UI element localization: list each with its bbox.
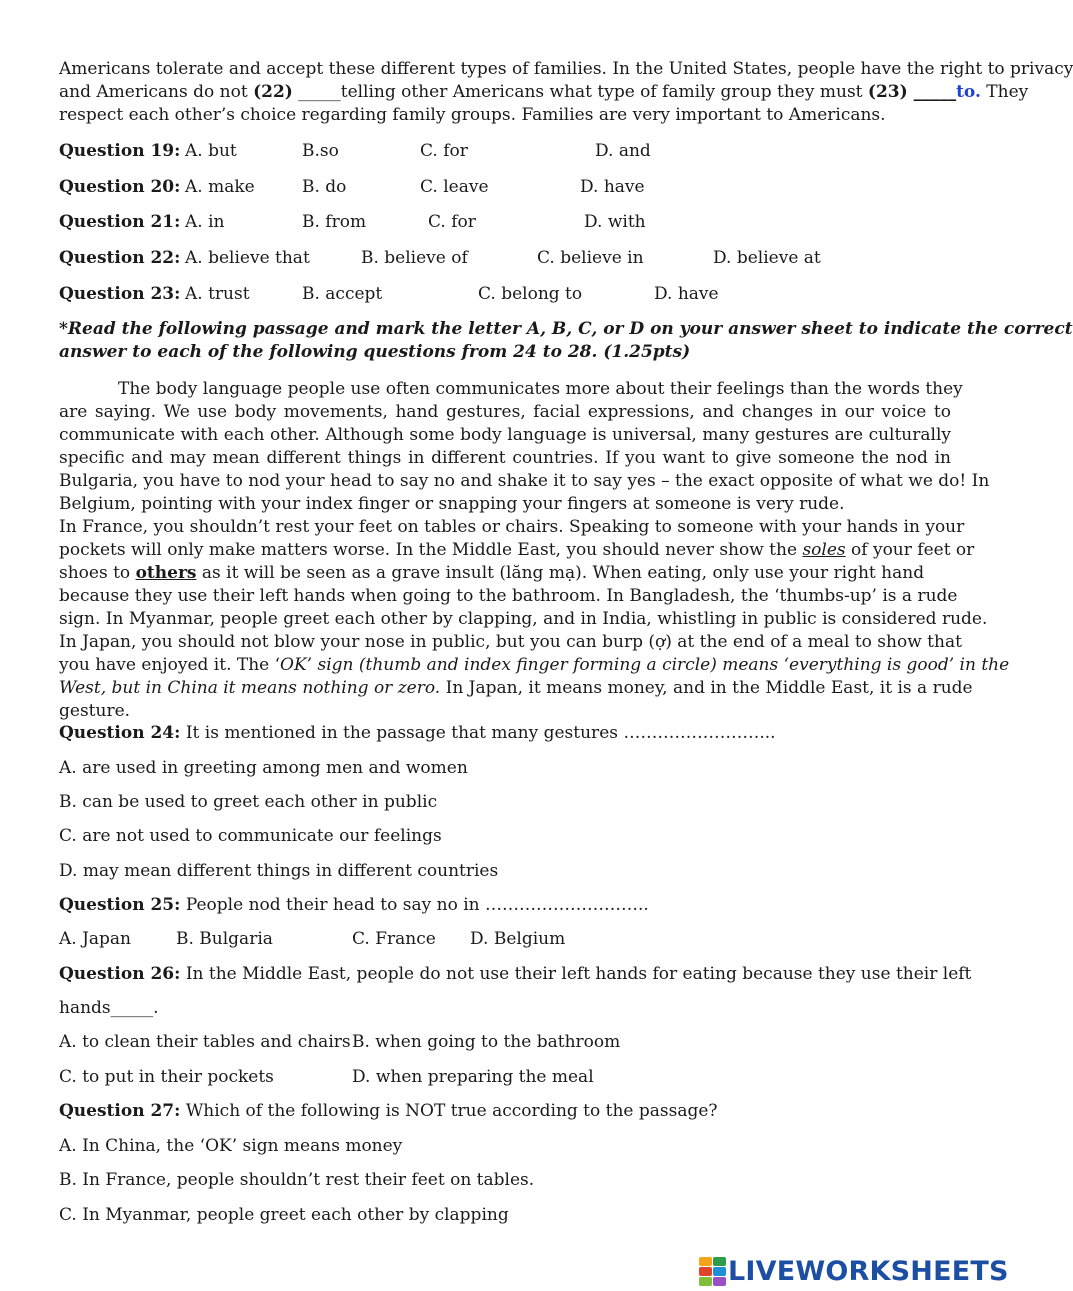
option-a[interactable]: A. trust [185,284,250,304]
option-a[interactable]: A. but [185,141,237,161]
question-22 [59,247,951,269]
option-c[interactable]: C. belong to [478,284,583,304]
question-25-options [59,928,951,950]
liveworksheets-logo-icon [699,1257,725,1285]
passage-line: communicate with each other. Although some body language is universal, many gestures are culturally [59,425,951,445]
passage-line: Belgium, pointing with your index finger or snapping your fingers at someone is very rude. [59,494,845,514]
passage-line [59,654,1009,676]
intro-text: and Americans do not [59,82,254,102]
liveworksheets-logo [699,1254,1009,1288]
option-c[interactable]: C. for [428,212,476,232]
option-b[interactable]: B. believe of [361,248,468,268]
option-b[interactable]: B. Bulgaria [176,929,273,949]
intro-line-3: respect each other’s choice regarding family groups. Families are very important to Americans. [59,105,886,125]
option-a[interactable]: A. Japan [59,929,132,949]
option-b[interactable]: B. In France, people shouldn’t rest their feet on tables. [59,1170,535,1190]
intro-text: _____telling other Americans what type of family group they must [292,82,868,102]
blank-22-label: (22) [253,82,293,102]
option-d[interactable]: D. Belgium [470,929,566,949]
question-26 [59,963,972,985]
passage-line: In France, you shouldn’t rest your feet on tables or chairs. Speaking to someone with your hands in your [59,517,965,537]
passage-line: gesture. [59,701,131,721]
question-25 [59,894,649,916]
option-d[interactable]: D. when preparing the meal [352,1067,594,1087]
option-b[interactable]: B. when going to the bathroom [352,1032,621,1052]
option-b[interactable]: B. accept [302,284,383,304]
option-c[interactable]: C. to put in their pockets [59,1067,274,1087]
question-27 [59,1100,718,1122]
question-26-options-cd [59,1066,951,1088]
question-label: Question 25: [59,895,181,915]
question-label: Question 26: [59,964,181,984]
option-d[interactable]: D. have [654,284,719,304]
question-text: Which of the following is NOT true according to the passage? [180,1101,718,1121]
answer-23[interactable]: to. [956,82,981,102]
passage-line [59,539,975,561]
passage-line: sign. In Myanmar, people greet each other by clapping, and in India, whistling in public is considered rude. [59,609,988,629]
intro-text: They [980,82,1029,102]
passage-line [59,677,973,699]
option-d[interactable]: D. may mean different things in different countries [59,861,499,881]
passage-line: are saying. We use body movements, hand gestures, facial expressions, and changes in our voice to [59,402,951,422]
question-24 [59,722,776,744]
option-a[interactable]: A. to clean their tables and chairs [59,1032,351,1052]
option-d[interactable]: D. and [595,141,651,161]
question-label: Question 22: [59,248,181,268]
option-a[interactable]: A. make [185,177,255,197]
option-a[interactable]: A. believe that [185,248,310,268]
passage-text: pockets will only make matters worse. In the Middle East, you should never show the soles of your feet or [59,540,975,560]
option-c[interactable]: C. for [420,141,468,161]
word-others: others [135,563,197,583]
question-26-options-ab [59,1031,951,1053]
option-b[interactable]: B. do [302,177,347,197]
option-c[interactable]: C. are not used to communicate our feelings [59,826,442,846]
question-label: Question 23: [59,284,181,304]
passage-line: The body language people use often communicates more about their feelings than the words they [118,379,963,399]
question-23 [59,283,951,305]
question-text: In the Middle East, people do not use their left hands for eating because they use their left [180,964,972,984]
passage-line: because they use their left hands when going to the bathroom. In Bangladesh, the ‘thumbs-up’ is a rude [59,586,958,606]
option-d[interactable]: D. with [584,212,646,232]
passage-line: specific and may mean different things in different countries. If you want to give someone the nod in [59,448,951,468]
intro-line-1: Americans tolerate and accept these different types of families. In the United States, people have the right to privacy [59,59,1073,79]
question-label: Question 21: [59,212,181,232]
question-label: Question 19: [59,141,181,161]
question-text: It is mentioned in the passage that many gestures ……………………... [180,723,776,743]
instruction-line-2: answer to each of the following questions from 24 to 28. (1.25pts) [59,342,691,362]
question-26-line-2: hands_____. [59,998,159,1018]
option-b[interactable]: B. from [302,212,367,232]
question-20 [59,176,951,198]
passage-text-italic: OK’ sign (thumb and index finger forming a circle) means ‘everything is good’ in the [280,655,1010,675]
passage-line: In Japan, you should not blow your nose in public, but you can burp (ợ) at the end of a meal to show that [59,632,962,652]
option-c[interactable]: C. leave [420,177,489,197]
question-label: Question 27: [59,1101,181,1121]
option-c[interactable]: C. France [352,929,436,949]
option-a[interactable]: A. in [185,212,225,232]
passage-line [59,562,924,584]
passage-text: shoes to others as it will be seen as a grave insult (lăng mạ). When eating, only use your right hand [59,563,925,583]
question-19 [59,140,951,162]
option-d[interactable]: D. have [580,177,645,197]
blank-23-label: (23) [867,82,908,102]
option-c[interactable]: C. In Myanmar, people greet each other by clapping [59,1205,509,1225]
option-d[interactable]: D. believe at [713,248,821,268]
option-a[interactable]: A. are used in greeting among men and women [59,758,468,778]
brand-name: LIVEWORKSHEETS [728,1255,1009,1287]
word-soles: soles [802,540,846,560]
option-a[interactable]: A. In China, the ‘OK’ sign means money [59,1136,403,1156]
question-label: Question 24: [59,723,181,743]
option-c[interactable]: C. believe in [537,248,644,268]
option-b[interactable]: B.so [302,141,339,161]
option-b[interactable]: B. can be used to greet each other in public [59,792,438,812]
passage-text: In Japan, it means money, and in the Middle East, it is a rude [440,678,973,698]
blank-23: _____ [907,82,957,102]
passage-text-italic: West, but in China it means nothing or zero. [59,678,441,698]
question-text: People nod their head to say no in ……………………….. [180,895,649,915]
question-21 [59,211,951,233]
instruction-line-1: *Read the following passage and mark the letter A, B, C, or D on your answer sheet to indicate the correct [59,319,1073,339]
passage-text: you have enjoyed it. The ‘ [59,655,281,675]
question-label: Question 20: [59,177,181,197]
passage-line: Bulgaria, you have to nod your head to say no and shake it to say yes – the exact opposite of what we do! In [59,471,990,491]
intro-line-2 [59,81,1028,103]
